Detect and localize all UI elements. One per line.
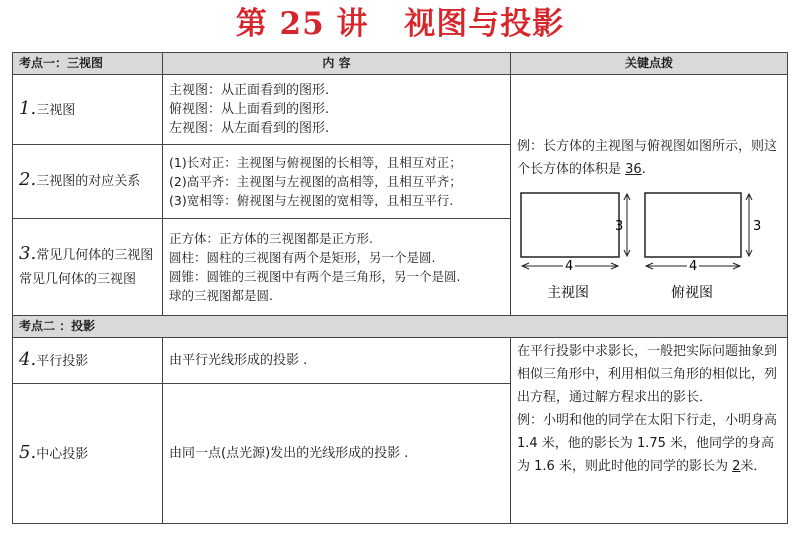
topic-label: 常见几何体的三视图常见几何体的三视图 [19,247,154,287]
item-number: 1. [19,97,37,119]
topic-cell [13,218,163,315]
example-end: . [641,162,646,177]
content-line: (2)高平齐：主视图与左视图的高相等，且相互平齐； [169,173,462,189]
table-row [13,75,788,145]
method-text: 在平行投影中求影长，一般把实际问题抽象到相似三角形中，利用相似三角形的相似比，列出方程，通过解方程求出的影长． [517,344,778,405]
front-view-label: 主视图 [547,285,589,301]
item-number: 3. [19,242,37,264]
topic-label: 中心投影 [36,447,89,462]
topic-label: 三视图 [36,102,76,118]
width-label: 4 [689,259,698,274]
example-question: 例：长方体的主视图与俯视图如图所示，则这个长方体的体积是 [517,139,778,177]
section-header-1 [13,53,788,75]
content-line: 球的三视图都是圆. [169,287,273,303]
topic-label: 平行投影 [36,354,89,369]
content-line: (3)宽相等：俯视图与左视图的宽相等，且相互平行. [169,192,454,208]
header-topic: 考点一：三视图 [13,53,163,75]
content-cell: 由同一点(点光源)发出的光线形成的投影 . [163,384,511,524]
content-line: 俯视图：从上面看到的图形. [169,101,330,117]
topic-cell [13,338,163,384]
content-line: (1)长对正：主视图与俯视图的长相等，且相互对正； [169,154,462,170]
key-point-cell-2 [511,338,788,524]
title-topic: 视图与投影 [404,6,565,42]
example2-text [517,409,781,478]
content-cell [163,144,511,218]
example2-answer: 2 [732,459,741,474]
item-number: 2. [19,169,37,191]
content-cell: 由平行光线形成的投影 . [163,338,511,384]
example2-end: 米． [740,459,767,474]
example-text [517,135,781,181]
example-answer: 36 [625,162,642,177]
page-title [0,2,800,46]
content-line: 圆锥：圆锥的三视图中有两个是三角形，另一个是圆. [169,268,461,284]
topic-cell [13,144,163,218]
item-number: 5. [19,442,37,463]
header-key-points: 关键点拨 [511,53,788,75]
key-point-cell-1 [511,75,788,316]
topic-cell [13,75,163,145]
example2-question: 例：小明和他的同学在太阳下行走，小明身高 1.4 米，他的影长为 1.75 米，他同学的身高为 1.6 米，则此时他的同学的影长为 [517,413,778,474]
front-view-figure [521,193,630,301]
section-header-2 [13,316,788,338]
top-view-figure [645,193,761,301]
content-cell [163,218,511,315]
content-line: 左视图：从左面看到的图形. [169,120,330,136]
table-row [13,338,788,384]
item-number: 4. [19,349,37,370]
title-lesson: 第 25 讲 [235,6,369,42]
topic-label: 三视图的对应关系 [36,174,141,190]
view-figures [517,187,779,307]
top-view-label: 俯视图 [671,285,713,301]
top-view-rect [645,193,741,257]
width-label: 4 [565,259,574,274]
height-label: 3 [615,219,624,234]
content-line: 主视图：从正面看到的图形. [169,82,330,98]
content-line: 正方体：正方体的三视图都是正方形. [169,230,373,246]
front-view-rect [521,193,619,257]
content-line: 圆柱：圆柱的三视图有两个是矩形，另一个是圆. [169,249,436,265]
height-label: 3 [753,219,762,234]
header-content: 内 容 [163,53,511,75]
section2-label: 考点二 ：投影 [13,316,788,338]
content-cell [163,75,511,145]
content-table [12,52,788,524]
topic-cell [13,384,163,524]
